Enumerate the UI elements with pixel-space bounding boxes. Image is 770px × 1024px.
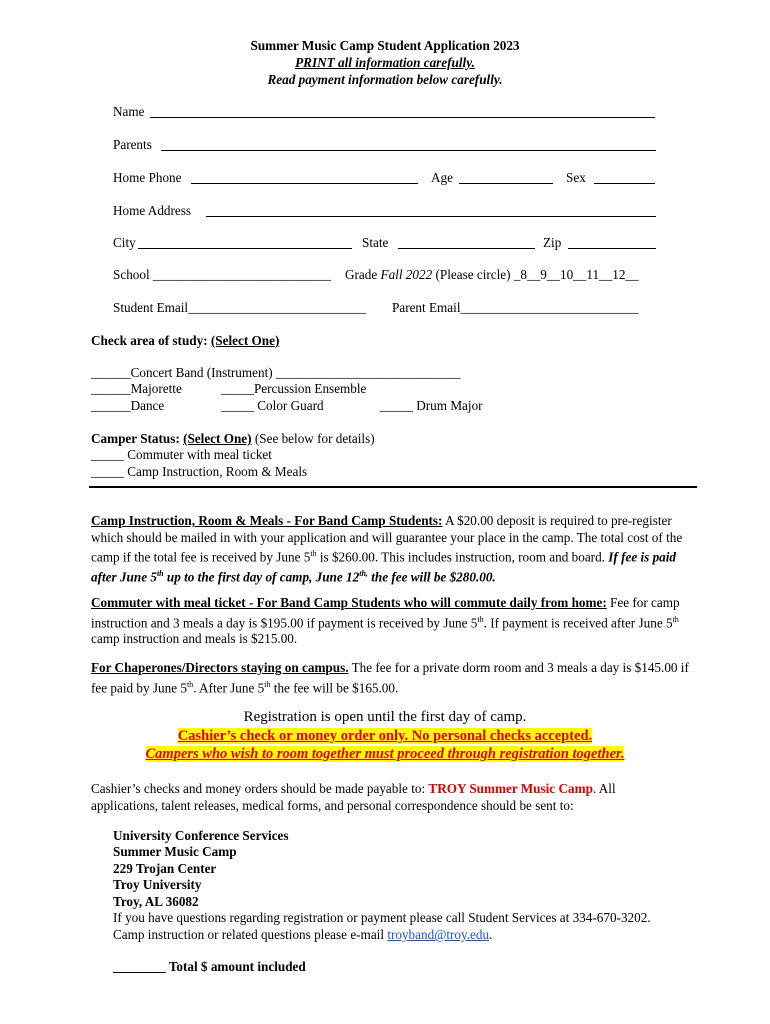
contact-text: Camp instruction or related questions please e-mail [113, 927, 385, 942]
form-title: Summer Music Camp Student Application 2023 [250, 38, 520, 53]
print-instruction: PRINT all information carefully. [295, 55, 475, 70]
contact-line [113, 927, 492, 943]
total-amount-label: Total $ amount included [168, 959, 306, 974]
late-fee-text: If fee is paid after June 5 [91, 549, 677, 585]
zip-label: Zip [543, 235, 562, 250]
payment-paragraph [91, 781, 681, 814]
study-select-note: (Select One) [210, 333, 280, 348]
superscript: th, [359, 568, 368, 578]
grade-term: Fall 2022 [380, 267, 433, 282]
late-fee-text: the fee will be $280.00. [371, 569, 496, 585]
name-field[interactable] [150, 117, 655, 118]
state-field[interactable] [398, 248, 535, 249]
questions-text: If you have questions regarding registration or payment please call Student Services at 334-670-3202. [113, 910, 651, 925]
parents-label: Parents [113, 137, 152, 152]
superscript: th [156, 568, 164, 578]
option-color-guard[interactable]: _____ Color Guard [221, 398, 324, 413]
superscript: th [264, 679, 271, 689]
fee-paragraph-room-meals [91, 513, 691, 586]
study-heading [91, 333, 279, 349]
payment-text: Cashier’s checks and money orders should be made payable to: [91, 781, 426, 796]
fee-text: Fee for camp instruction and 3 meals a day is $195.00 if payment is received by June 5 [91, 595, 680, 630]
fee-text: . After June 5 [193, 679, 265, 695]
grade-options[interactable]: (Please circle) _8__9__10__11__12__ [435, 267, 639, 282]
fee-text: is $260.00. This includes instruction, room and board. [319, 549, 605, 565]
contact-email-link[interactable]: troyband@troy.edu [387, 927, 490, 942]
room-together-notice: Campers who wish to room together must proceed through registration together. [145, 746, 625, 762]
home-phone-label: Home Phone [113, 170, 182, 185]
home-address-label: Home Address [113, 203, 192, 218]
address-line-3: 229 Trojan Center [113, 861, 217, 876]
option-room-meals[interactable]: _____ Camp Instruction, Room & Meals [91, 464, 308, 479]
fee-text: camp instruction and meals is $215.00. [91, 631, 298, 647]
option-percussion[interactable]: _____Percussion Ensemble [221, 381, 367, 396]
room-together-wrap [0, 746, 770, 763]
payment-text: . All applications, talent releases, medical forms, and personal correspondence should be sent to: [91, 781, 616, 813]
address-line-5: Troy, AL 36082 [113, 894, 199, 909]
home-phone-field[interactable] [191, 183, 418, 184]
address-line-4: Troy University [113, 877, 202, 892]
option-dance[interactable]: ______Dance [91, 398, 165, 413]
camper-details-note: (See below for details) [254, 431, 375, 446]
address-line-2: Summer Music Camp [113, 844, 237, 859]
payee-name: TROY Summer Music Camp [428, 781, 593, 796]
sex-label: Sex [566, 170, 586, 185]
total-amount-field[interactable]: ________ [113, 959, 166, 974]
total-amount-row [113, 959, 306, 975]
cashier-notice: Cashier’s check or money order only. No personal checks accepted. [177, 728, 593, 744]
state-label: State [362, 235, 389, 250]
fee-text: The fee for a private dorm room and 3 meals a day is $145.00 if fee paid by June 5 [91, 660, 689, 695]
cashier-notice-wrap [0, 728, 770, 745]
camper-select-note: (Select One) [183, 431, 252, 446]
fee-paragraph-chaperones [91, 660, 691, 696]
camper-heading [91, 431, 375, 447]
section-divider [89, 486, 697, 488]
camper-heading-label: Camper Status: [91, 431, 180, 446]
home-address-field[interactable] [206, 216, 656, 217]
payment-instruction: Read payment information below carefully. [267, 72, 503, 87]
city-label: City [113, 235, 136, 250]
grade-label: Grade [345, 267, 378, 282]
fee-text: A $20.00 deposit is required to pre-register which should be mailed in with your application and will guarantee your place in the camp. The total cost of the camp if the total fee is received by June 5 [91, 513, 683, 565]
zip-field[interactable] [568, 248, 656, 249]
age-field[interactable] [459, 183, 553, 184]
fee-heading-room-meals: Camp Instruction, Room & Meals - For Band Camp Students: [91, 513, 443, 528]
parents-field[interactable] [161, 150, 656, 151]
superscript: th [310, 549, 317, 558]
school-field[interactable]: School ___________________________ [113, 267, 331, 282]
superscript: th [186, 679, 194, 689]
city-field[interactable] [138, 248, 352, 249]
fee-text: . If payment is received after June 5 [483, 614, 673, 630]
option-commuter[interactable]: _____ Commuter with meal ticket [91, 447, 272, 462]
student-email-field[interactable]: Student Email___________________________ [113, 300, 367, 315]
fee-heading-commuter: Commuter with meal ticket - For Band Camp Students who will commute daily from home: [91, 595, 607, 610]
address-line-1: University Conference Services [113, 828, 289, 843]
age-label: Age [431, 170, 453, 185]
parent-email-field[interactable]: Parent Email___________________________ [392, 300, 639, 315]
late-fee-text: up to the first day of camp, June 12 [166, 569, 360, 585]
superscript: th [477, 614, 484, 624]
option-majorette[interactable]: ______Majorette [91, 381, 182, 396]
contact-text: . [489, 927, 493, 942]
fee-heading-chaperones: For Chaperones/Directors staying on campus. [91, 660, 349, 675]
superscript: th [672, 614, 679, 624]
option-drum-major[interactable]: _____ Drum Major [380, 398, 483, 413]
fee-paragraph-commuter [91, 595, 691, 648]
sex-field[interactable] [594, 183, 655, 184]
option-concert-band[interactable]: ______Concert Band (Instrument) ____________________________ [91, 365, 461, 380]
registration-open-text: Registration is open until the first day of camp. [243, 709, 527, 725]
name-label: Name [113, 104, 145, 119]
fee-text: the fee will be $165.00. [273, 679, 399, 695]
grade-row[interactable] [345, 267, 639, 283]
study-heading-label: Check area of study: [91, 333, 208, 348]
